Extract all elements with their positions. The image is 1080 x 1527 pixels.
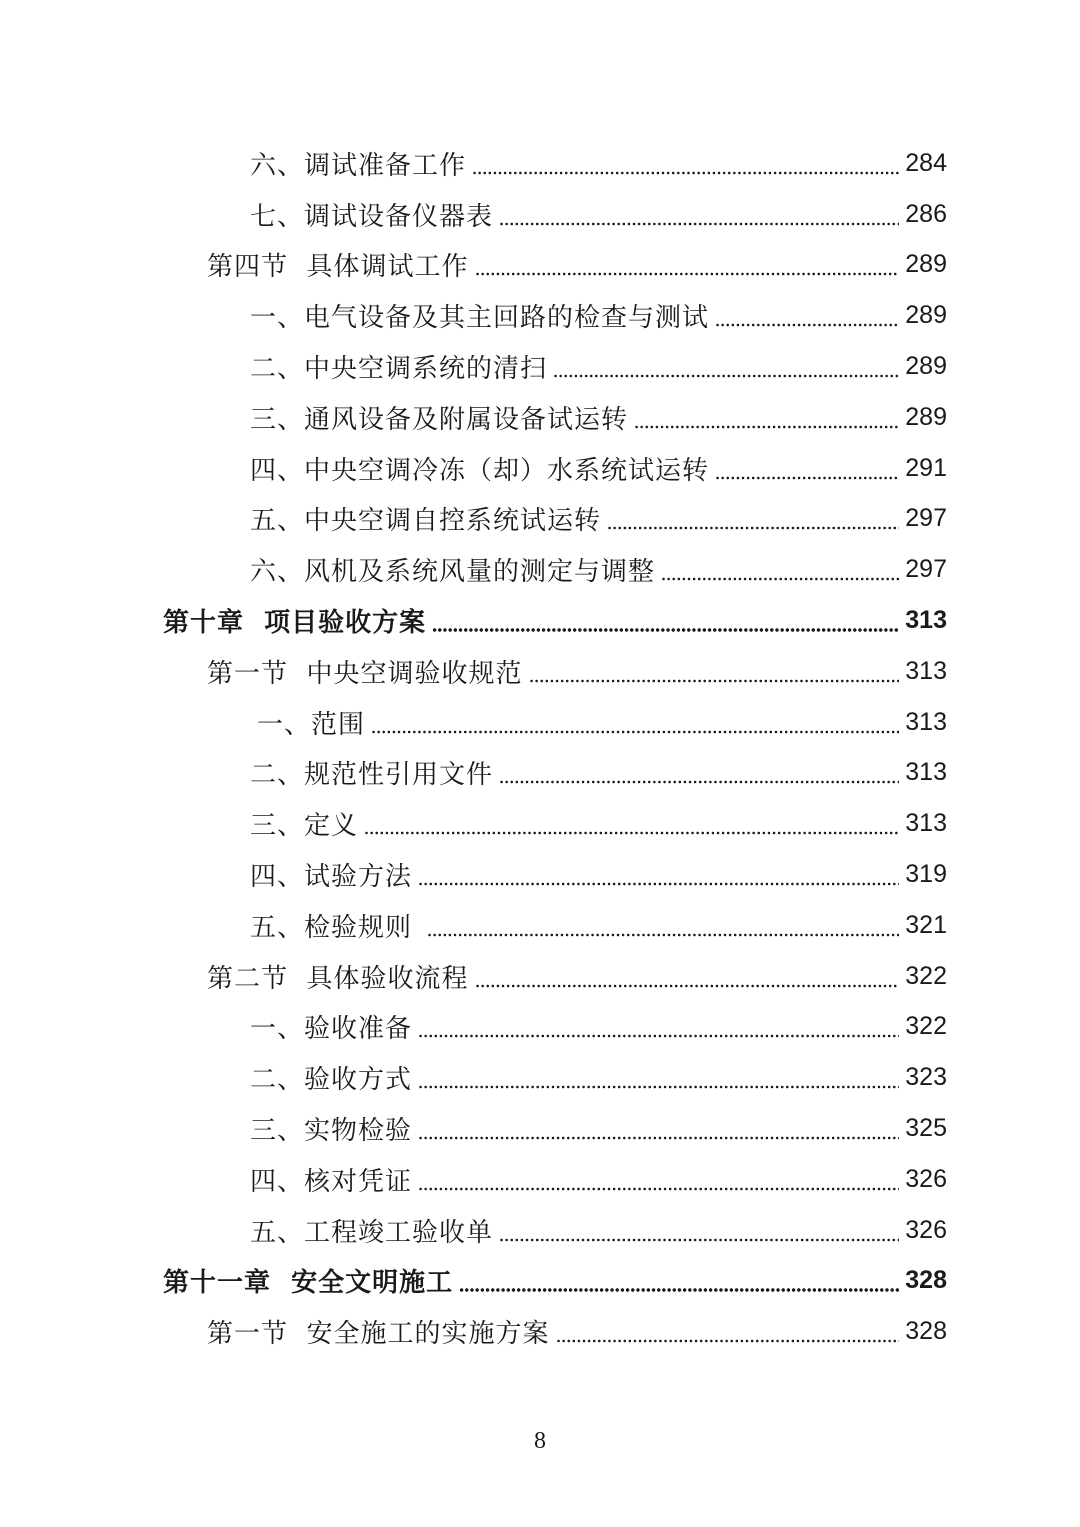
dot-leader bbox=[499, 222, 899, 226]
toc-entry-title: 六、风机及系统风量的测定与调整 bbox=[250, 557, 656, 588]
toc-page-number: 284 bbox=[905, 148, 947, 177]
toc-entry-title: 二、规范性引用文件 bbox=[250, 760, 494, 791]
toc-page-number: 326 bbox=[905, 1215, 947, 1244]
dot-leader bbox=[418, 882, 899, 886]
toc-entry-title: 四、中央空调冷冻（却）水系统试运转 bbox=[250, 455, 710, 486]
toc-item-row[interactable] bbox=[0, 849, 1080, 900]
toc-page-number: 313 bbox=[905, 758, 947, 787]
toc-chapter-row[interactable] bbox=[0, 1256, 1080, 1307]
toc-page-number: 328 bbox=[905, 1317, 947, 1346]
toc-entry-title: 一、范围 bbox=[257, 709, 366, 740]
dot-leader bbox=[553, 374, 899, 378]
toc-page-number: 289 bbox=[905, 301, 947, 330]
toc-item-row[interactable] bbox=[0, 494, 1080, 545]
toc-item-row[interactable] bbox=[0, 341, 1080, 392]
toc-entry-title: 二、验收方式 bbox=[250, 1065, 413, 1096]
toc-page-number: 313 bbox=[905, 707, 947, 736]
dot-leader bbox=[607, 526, 899, 530]
toc-entry-title: 七、调试设备仪器表 bbox=[250, 201, 494, 232]
toc-item-row[interactable] bbox=[0, 392, 1080, 443]
toc-entry-title: 第四节 具体调试工作 bbox=[207, 252, 469, 283]
toc-entry-title: 第十章 项目验收方案 bbox=[163, 608, 427, 639]
toc-page-number: 297 bbox=[905, 504, 947, 533]
dot-leader bbox=[499, 1238, 899, 1242]
dot-leader bbox=[371, 730, 899, 734]
toc-entry-title: 三、实物检验 bbox=[250, 1116, 413, 1147]
toc-page-number: 289 bbox=[905, 352, 947, 381]
dot-leader bbox=[499, 780, 899, 784]
toc-page-number: 322 bbox=[905, 961, 947, 990]
toc-page-number: 319 bbox=[905, 860, 947, 889]
dot-leader bbox=[661, 577, 899, 581]
toc-entry-title: 二、中央空调系统的清扫 bbox=[250, 354, 548, 385]
toc-entry-title: 四、核对凭证 bbox=[250, 1166, 413, 1197]
toc-entry-title: 第二节 具体验收流程 bbox=[207, 963, 469, 994]
toc-item-row[interactable] bbox=[0, 1103, 1080, 1154]
toc-item-row[interactable] bbox=[0, 1052, 1080, 1103]
toc-page-number: 297 bbox=[905, 555, 947, 584]
toc-section-row[interactable] bbox=[0, 951, 1080, 1002]
toc-section-row[interactable] bbox=[0, 1306, 1080, 1357]
dot-leader bbox=[459, 1288, 899, 1292]
dot-leader bbox=[432, 628, 899, 632]
dot-leader bbox=[634, 425, 899, 429]
dot-leader bbox=[418, 1187, 899, 1191]
toc-item-row[interactable] bbox=[0, 138, 1080, 189]
toc-entry-title: 五、中央空调自控系统试运转 bbox=[250, 506, 602, 537]
toc-page-number: 286 bbox=[905, 199, 947, 228]
toc-entry-title: 一、电气设备及其主回路的检查与测试 bbox=[250, 303, 710, 334]
toc-entry-title: 五、工程竣工验收单 bbox=[250, 1217, 494, 1248]
toc-item-row[interactable] bbox=[0, 443, 1080, 494]
toc-entry-title: 三、通风设备及附属设备试运转 bbox=[250, 404, 629, 435]
toc-page-number: 323 bbox=[905, 1063, 947, 1092]
dot-leader bbox=[475, 984, 900, 988]
toc-page-number: 322 bbox=[905, 1012, 947, 1041]
toc-item-row[interactable] bbox=[0, 544, 1080, 595]
toc-entry-title: 第一节 中央空调验收规范 bbox=[207, 658, 523, 689]
toc-entry-title: 第一节 安全施工的实施方案 bbox=[207, 1319, 550, 1350]
toc-item-row[interactable] bbox=[0, 1205, 1080, 1256]
toc-page-number: 321 bbox=[905, 910, 947, 939]
dot-leader bbox=[715, 476, 899, 480]
toc-page-number: 326 bbox=[905, 1164, 947, 1193]
toc-item-row[interactable] bbox=[0, 748, 1080, 799]
toc-item-row[interactable] bbox=[0, 1154, 1080, 1205]
toc-entry-title: 四、试验方法 bbox=[250, 862, 413, 893]
toc-entry-title: 第十一章 安全文明施工 bbox=[163, 1268, 454, 1299]
toc-page-number: 328 bbox=[905, 1266, 947, 1295]
toc-entry-title: 六、调试准备工作 bbox=[250, 150, 467, 181]
dot-leader bbox=[556, 1339, 900, 1343]
toc-entry-title: 一、验收准备 bbox=[250, 1014, 413, 1045]
toc-page-number: 313 bbox=[905, 606, 947, 635]
dot-leader bbox=[715, 323, 899, 327]
toc-section-row[interactable] bbox=[0, 240, 1080, 291]
toc-page-number: 291 bbox=[905, 453, 947, 482]
toc-item-row[interactable] bbox=[0, 1002, 1080, 1053]
toc-section-row[interactable] bbox=[0, 646, 1080, 697]
toc-item-row[interactable] bbox=[0, 290, 1080, 341]
toc-page-number: 325 bbox=[905, 1114, 947, 1143]
dot-leader bbox=[364, 831, 899, 835]
dot-leader bbox=[418, 1136, 899, 1140]
dot-leader bbox=[427, 933, 899, 937]
dot-leader bbox=[475, 272, 900, 276]
toc-page-number: 289 bbox=[905, 250, 947, 279]
toc-item-row[interactable] bbox=[0, 798, 1080, 849]
toc-chapter-row[interactable] bbox=[0, 595, 1080, 646]
dot-leader bbox=[472, 171, 899, 175]
toc-item-row[interactable] bbox=[0, 697, 1080, 748]
toc-page-number: 313 bbox=[905, 656, 947, 685]
toc-item-row[interactable] bbox=[0, 189, 1080, 240]
table-of-contents bbox=[0, 138, 1080, 1357]
toc-entry-title: 五、检验规则 bbox=[250, 912, 422, 943]
toc-page-number: 289 bbox=[905, 402, 947, 431]
page-number: 8 bbox=[534, 1428, 546, 1454]
dot-leader bbox=[418, 1085, 899, 1089]
toc-page-number: 313 bbox=[905, 809, 947, 838]
dot-leader bbox=[418, 1034, 899, 1038]
toc-item-row[interactable] bbox=[0, 900, 1080, 951]
dot-leader bbox=[529, 679, 900, 683]
toc-entry-title: 三、定义 bbox=[250, 811, 359, 842]
